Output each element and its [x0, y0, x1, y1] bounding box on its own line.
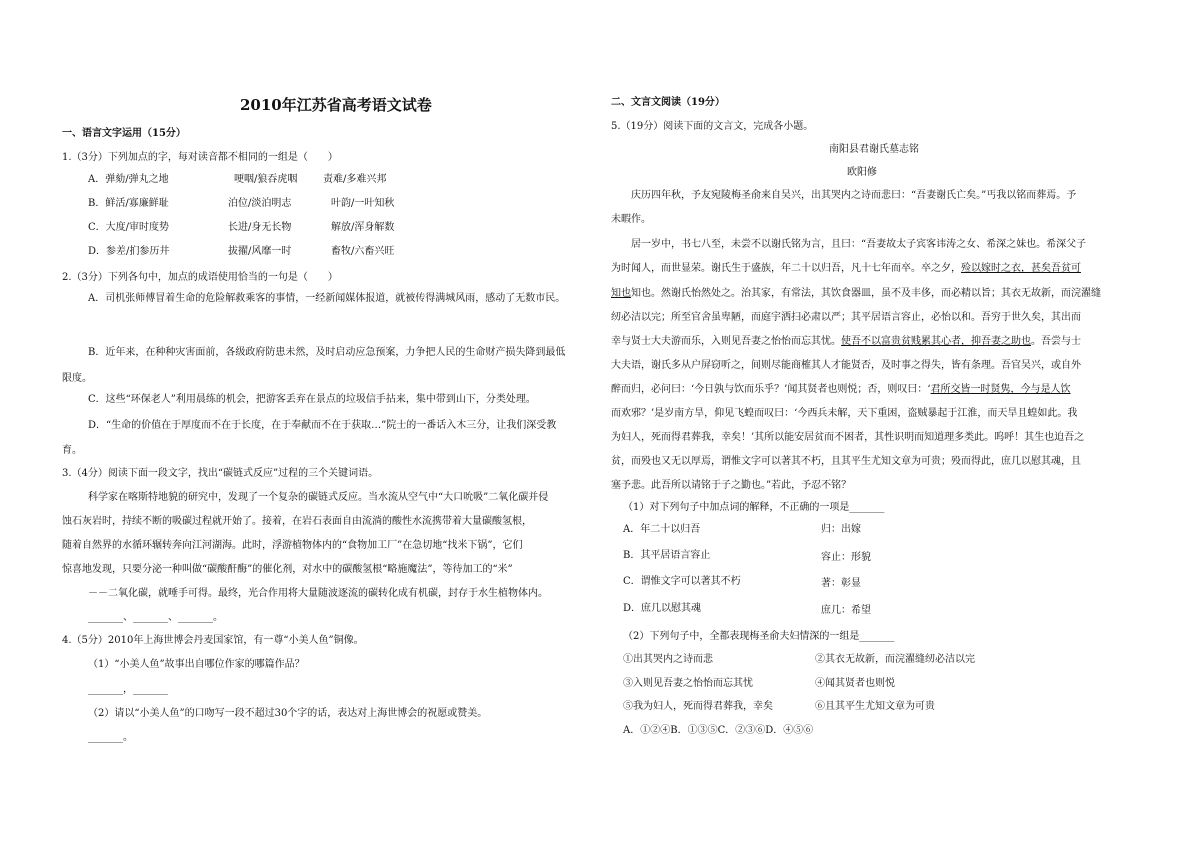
q1-c-1: C．大度/审时度势	[88, 222, 170, 233]
passage-line: 为妇人，死而得君葬我，幸矣！’其所以能安居贫而不困者，其性识明而知道理多类此。呜呼！其生也迫吾之	[611, 432, 1085, 443]
q1-a-1: A．弹劾/弹丸之地	[88, 174, 169, 185]
q3-passage-line4: 惊喜地发现，只要分泌一种叫做“碳酸酐酶”的催化剂，对水中的碳酸氢根“略施魔法”，等待加工的“米”	[62, 564, 513, 575]
sub2-item-3: ③入则见吾妻之怡怡而忘其忧	[623, 678, 753, 689]
q2-option-b-line2: 限度。	[62, 373, 92, 384]
sub2-item-4: ④闻其贤者也则悦	[815, 678, 895, 689]
q1-a-3: 责难/多难兴邦	[323, 174, 387, 185]
passage-line	[611, 262, 1081, 276]
passage-line	[611, 383, 1071, 397]
sub1-option-a: A．年二十以归吾	[623, 524, 701, 535]
underlined-sentence-1: 殓以嫁时之衣，甚矣吾贫可	[961, 263, 1081, 274]
underlined-sentence-2: 使吾不以富贵贫贱累其心者，抑吾妻之助也	[841, 336, 1031, 347]
passage-line	[611, 335, 1081, 349]
q1-b-3: 叶韵/一叶知秋	[331, 198, 395, 209]
q1-d-2: 拔擢/风靡一时	[228, 246, 292, 257]
q2-option-b-line1: B．近年来，在种种灾害面前，各级政府防患未然，及时启动应急预案，力争把人民的生命财产损失降到最低	[88, 347, 566, 358]
sub2-item-1: ①出其哭内之诗而悲	[623, 654, 713, 665]
passage-text: 醉而归，必问曰：‘今日孰与饮而乐乎？’闻其贤者也则悦；否，则叹曰：‘	[611, 384, 931, 395]
q4-sub1: （1）“小美人鱼”故事出自哪位作家的哪篇作品？	[88, 659, 305, 670]
underlined-sentence-3: 君所交皆一时贤隽，今与是人饮	[930, 384, 1071, 395]
sub1-option-d-gloss: 庶几：希望	[821, 605, 871, 616]
underlined-sentence-1-cont: 知也	[611, 288, 631, 299]
passage-title: 南阳县君谢氏墓志铭	[829, 144, 919, 155]
passage-line: 贫，而殁也又无以厚焉，谓惟文字可以著其不朽，且其平生尤知文章为可贵；殁而得此，庶几以慰其魂，且	[611, 456, 1081, 467]
q2-option-a: A．司机张师傅冒着生命的危险解救乘客的事情，一经新闻媒体报道，就被传得满城风雨，感动了无数市民。	[88, 293, 566, 304]
sub2-item-6: ⑥且其平生尤知文章为可贵	[815, 701, 935, 712]
sub2-item-2: ②其衣无故新，而浣濯缝纫必洁以完	[815, 654, 975, 665]
q5-stem: 5.（19分）阅读下面的文言文，完成各小题。	[611, 121, 814, 132]
sub2-answer-choices: A．①②④B．①③⑤C．②③⑥D．④⑤⑥	[623, 725, 814, 736]
sub1-option-c-gloss: 著：彰显	[821, 578, 861, 589]
q2-option-c: C．这些“环保老人”利用晨练的机会，把游客丢弃在景点的垃圾信手拈来，集中带到山下，分类处理。	[88, 394, 536, 405]
sub1-option-b: B．其平居语言容止	[623, 550, 711, 561]
q3-passage-line3: 随着自然界的水循环辗转奔向江河湖海。此时，浮游植物体内的“食物加工厂”在急切地“找米下锅”，它们	[62, 540, 523, 551]
q4-stem: 4.（5分）2010年上海世博会丹麦国家馆，有一尊“小美人鱼”铜像。	[62, 635, 364, 646]
passage-line: 未暇作。	[611, 214, 651, 225]
q2-option-d-line1: D．“生命的价值在于厚度而不在于长度，在于奉献而不在于获取…”院士的一番话入木三分，让我们深受教	[88, 420, 557, 431]
passage-line	[611, 407, 1077, 421]
q3-stem: 3.（4分）阅读下面一段文字，找出“碳链式反应”过程的三个关键词语。	[62, 468, 379, 479]
q3-answer-blanks[interactable]: _______、_______、_______。	[88, 612, 223, 623]
q1-d-1: D．参差/扪参历井	[88, 246, 170, 257]
q4-sub1-blanks[interactable]: _______，_______	[88, 684, 168, 695]
passage-line: 居一岁中，书七八至，未尝不以谢氏铭为言，且曰：“吾妻故太子宾客讳涛之女、希深之妹也。希深父子	[631, 239, 1087, 250]
section-1-heading: 一、语言文字运用（15分）	[62, 128, 186, 139]
sub1-option-c: C．谓惟文字可以著其不朽	[623, 576, 741, 587]
q1-a-2: 哽咽/狼吞虎咽	[234, 174, 298, 185]
passage-line: 庆历四年秋，予友宛陵梅圣俞来自吴兴，出其哭内之诗而悲曰：“吾妻谢氏亡矣。”丐我以铭而葬焉。予	[631, 190, 1077, 201]
passage-line: 塞予悲。此吾所以请铭于子之勤也。”若此，予忍不铭？	[611, 480, 852, 491]
q2-stem: 2.（3分）下列各句中，加点的成语使用恰当的一句是（ ）	[62, 272, 338, 283]
sub2-stem: （2）下列句子中，全都表现梅圣俞夫妇情深的一组是_______	[623, 631, 895, 642]
passage-text: 而欢邪？’是岁南方旱，仰见飞蝗而叹曰：‘今西兵未解，天下重困，盗贼暴起于江淮，而天旱且蝗如此。我	[611, 408, 1078, 419]
sub2-item-5: ⑤我为妇人，死而得君葬我，幸矣	[623, 701, 773, 712]
passage-line: 纫必洁以完；所至官舍虽卑陋，而庭宇洒扫必肃以严；其平居语言容止，必怡以和。吾穷于世久矣，其出而	[611, 312, 1081, 323]
sub1-option-b-gloss: 容止：形貌	[821, 552, 871, 563]
passage-text: 知也。然谢氏怡然处之。治其家，有常法，其饮食器皿，虽不及丰侈，而必精以旨；其衣无故新，而浣濯缝	[631, 288, 1101, 299]
passage-text: 为时闻人，而世显荣。谢氏生于盛族，年二十以归吾，凡十七年而卒。卒之夕，	[611, 263, 961, 274]
passage-text: 。吾尝与士	[1031, 336, 1081, 347]
q1-c-2: 长进/身无长物	[228, 222, 292, 233]
q4-sub2-blank[interactable]: _______。	[88, 732, 133, 743]
q4-sub2: （2）请以“小美人鱼”的口吻写一段不超过30个字的话，表达对上海世博会的祝愿或赞美。	[88, 708, 488, 719]
q1-b-1: B．鲜活/寡廉鲜耻	[88, 198, 169, 209]
q1-stem: 1.（3分）下列加点的字，每对读音都不相同的一组是（ ）	[62, 152, 338, 163]
passage-author: 欧阳修	[847, 167, 877, 178]
q1-c-3: 解放/浑身解数	[331, 222, 395, 233]
q3-passage-line2: 蚀石灰岩时，持续不断的吸碳过程就开始了。接着，在岩石表面自由流淌的酸性水流携带着大量碳酸氢根，	[62, 516, 532, 527]
passage-line	[611, 287, 1101, 301]
sub1-stem: （1）对下列句子中加点词的解释，不正确的一项是_______	[623, 502, 885, 513]
q3-passage-line5: －－二氧化碳，就唾手可得。最终，光合作用将大量随波逐流的碳转化成有机碳，封存于水生植物体内。	[88, 588, 548, 599]
section-2-heading: 二、文言文阅读（19分）	[611, 97, 725, 108]
sub1-option-d: D．庶几以慰其魂	[623, 603, 702, 614]
paper-title: 2010年江苏省高考语文试卷	[240, 96, 432, 114]
sub1-option-a-gloss: 归：出嫁	[821, 524, 861, 535]
q2-option-d-line2: 育。	[62, 445, 82, 456]
passage-text: 幸与贤士大夫游而乐，入则见吾妻之怡怡而忘其忧。	[611, 336, 841, 347]
passage-line: 大夫语，谢氏多从户屏窃听之，间则尽能商榷其人才能贤否，及时事之得失，皆有条理。吾官吴兴，或自外	[611, 360, 1081, 371]
q3-passage-line1: 科学家在喀斯特地貌的研究中，发现了一个复杂的碳链式反应。当水流从空气中“大口吮吸”二氧化碳并侵	[88, 492, 549, 503]
q1-b-2: 泊位/淡泊明志	[228, 198, 292, 209]
q1-d-3: 畜牧/六畜兴旺	[331, 246, 395, 257]
